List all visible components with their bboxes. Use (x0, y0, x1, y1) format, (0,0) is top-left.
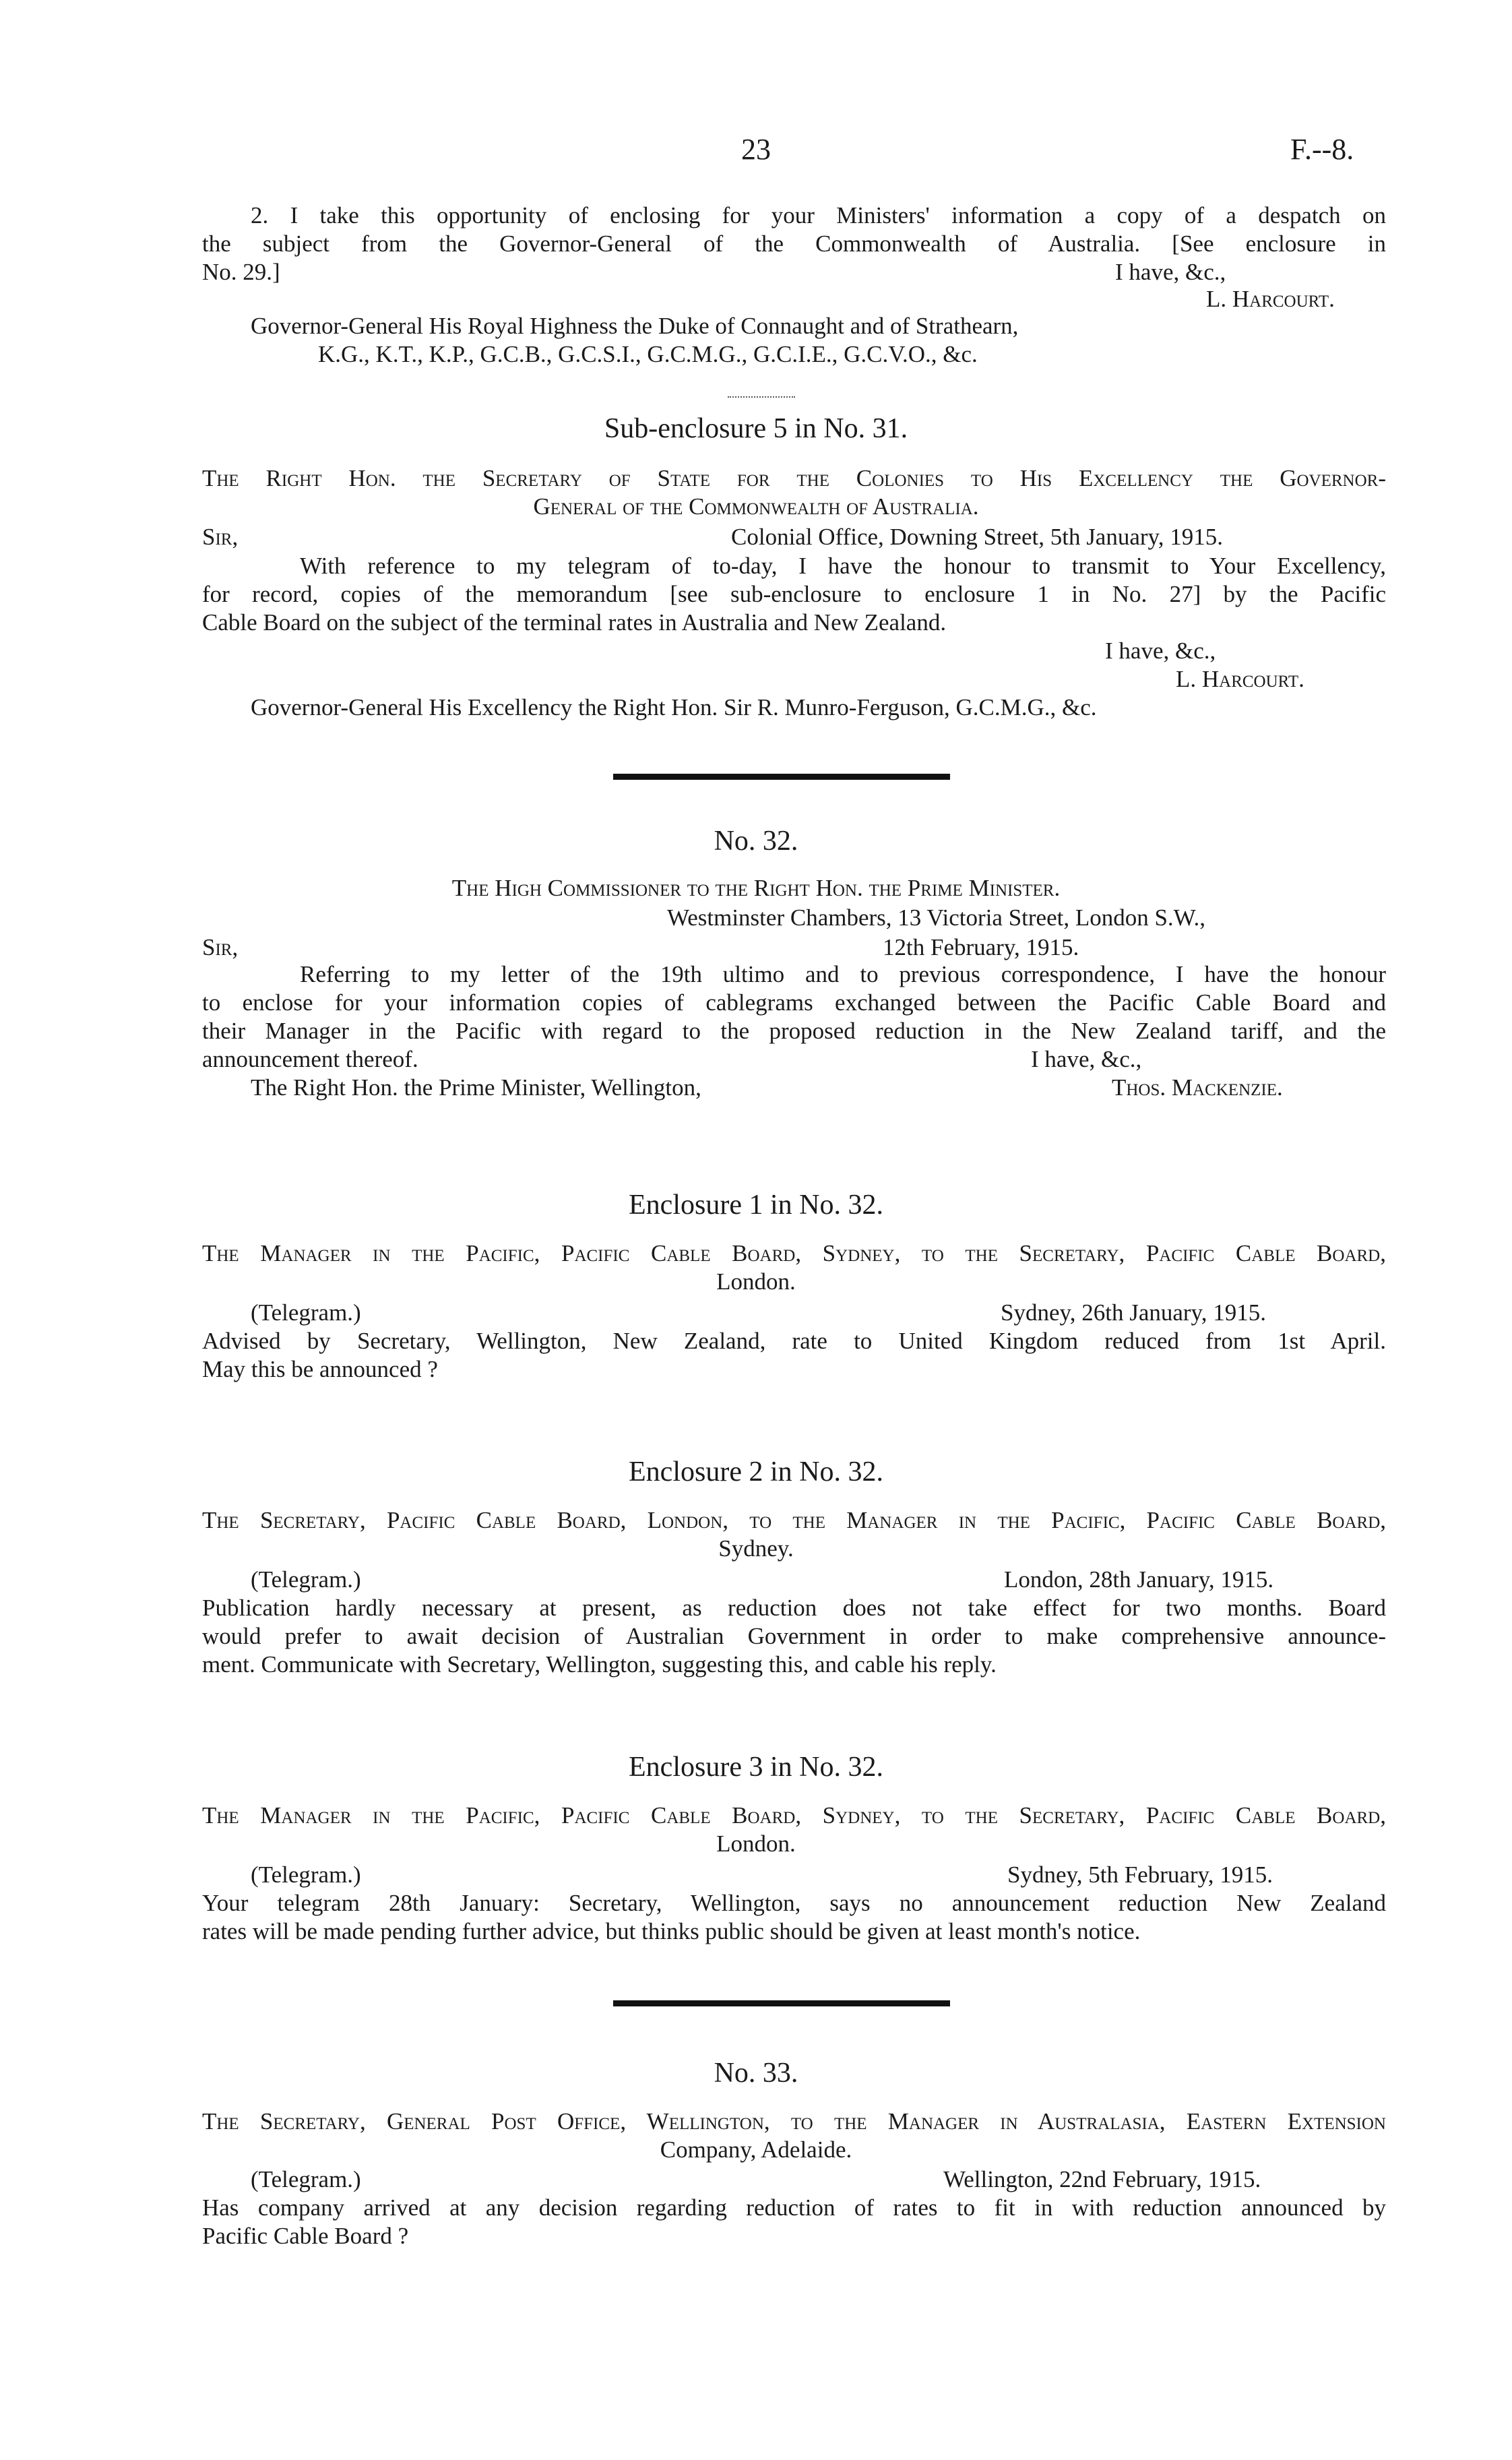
sender-line: Sydney. (718, 1535, 794, 1562)
signature: L. Harcourt. (1206, 286, 1335, 312)
paragraph-line: would prefer to await decision of Australian Government in order to make comprehensive announce- (202, 1623, 1386, 1649)
signature: L. Harcourt. (1176, 666, 1304, 692)
place-date: Sydney, 5th February, 1915. (1007, 1862, 1273, 1888)
message-type: (Telegram.) (251, 2166, 361, 2192)
section-heading: Enclosure 1 in No. 32. (629, 1190, 883, 1221)
paragraph-line: rates will be made pending further advice, but thinks public should be given at least month's notice. (202, 1918, 1141, 1944)
signature: Thos. Mackenzie. (1112, 1074, 1283, 1101)
place-date: Sydney, 26th January, 1915. (1001, 1299, 1267, 1326)
place-date: Wellington, 22nd February, 1915. (943, 2166, 1261, 2192)
paragraph-line: Referring to my letter of the 19th ultimo and to previous correspondence, I have the honour (300, 961, 1386, 987)
sender-line: London. (716, 1268, 796, 1295)
sender-line: The Right Hon. the Secretary of State for the Colonies to His Excellency the Governor- (202, 465, 1386, 491)
date-line: 12th February, 1915. (883, 934, 1079, 960)
paragraph-line: With reference to my telegram of to-day, I have the honour to transmit to Your Excellency, (300, 553, 1386, 579)
section-divider (728, 396, 795, 398)
salutation: Sir, (202, 524, 239, 550)
section-rule (613, 774, 950, 780)
sender-line: The Manager in the Pacific, Pacific Cable Board, Sydney, to the Secretary, Pacific Cable Board, (202, 1802, 1386, 1828)
paragraph-line: Publication hardly necessary at present, as reduction does not take effect for two months. Board (202, 1595, 1386, 1621)
paragraph-line: Pacific Cable Board ? (202, 2223, 409, 2249)
section-heading: No. 33. (714, 2058, 798, 2089)
section-heading: No. 32. (714, 826, 798, 857)
message-type: (Telegram.) (251, 1566, 361, 1593)
addressee-line: Governor-General His Excellency the Right Hon. Sir R. Munro-Ferguson, G.C.M.G., &c. (251, 694, 1097, 720)
paragraph-line: May this be announced ? (202, 1356, 438, 1382)
paragraph-line: announcement thereof. (202, 1046, 418, 1072)
paragraph-line: Your telegram 28th January: Secretary, Wellington, says no announcement reduction New Zealand (202, 1890, 1386, 1916)
salutation: Sir, (202, 934, 239, 960)
message-type: (Telegram.) (251, 1299, 361, 1326)
paragraph-line: the subject from the Governor-General of the Commonwealth of Australia. [See enclosure in (202, 230, 1386, 257)
sender-line: The Secretary, General Post Office, Wellington, to the Manager in Australasia, Eastern Extension (202, 2108, 1386, 2134)
sender-line: Company, Adelaide. (660, 2136, 852, 2163)
paragraph-line: Advised by Secretary, Wellington, New Zealand, rate to United Kingdom reduced from 1st April. (202, 1328, 1386, 1354)
document-reference: F.--8. (1290, 133, 1354, 166)
paragraph-line: for record, copies of the memorandum [see sub-enclosure to enclosure 1 in No. 27] by the Pacific (202, 581, 1386, 607)
addressee-line: Governor-General His Royal Highness the Duke of Connaught and of Strathearn, (251, 313, 1019, 339)
section-heading: Enclosure 2 in No. 32. (629, 1456, 883, 1487)
sender-line: The Manager in the Pacific, Pacific Cable Board, Sydney, to the Secretary, Pacific Cable Board, (202, 1240, 1386, 1266)
sender-line: The Secretary, Pacific Cable Board, London, to the Manager in the Pacific, Pacific Cable Board, (202, 1507, 1386, 1533)
place-date: London, 28th January, 1915. (1004, 1566, 1274, 1593)
section-heading: Sub-enclosure 5 in No. 31. (604, 413, 908, 444)
sender-line: General of the Commonwealth of Australia. (533, 493, 979, 520)
message-type: (Telegram.) (251, 1862, 361, 1888)
sender-line: London. (716, 1831, 796, 1857)
paragraph-line: their Manager in the Pacific with regard to the proposed reduction in the New Zealand tariff, and the (202, 1018, 1386, 1044)
page-number: 23 (741, 133, 771, 166)
closing-phrase: I have, &c., (1115, 259, 1226, 285)
paragraph-line: No. 29.] (202, 259, 280, 285)
section-rule (613, 2000, 950, 2006)
paragraph-line: ment. Communicate with Secretary, Wellington, suggesting this, and cable his reply. (202, 1651, 997, 1678)
addressee-line: The Right Hon. the Prime Minister, Wellington, (251, 1074, 701, 1101)
closing-phrase: I have, &c., (1105, 638, 1216, 664)
section-heading: Enclosure 3 in No. 32. (629, 1752, 883, 1783)
sender-line: The High Commissioner to the Right Hon. the Prime Minister. (451, 875, 1061, 901)
addressee-line: K.G., K.T., K.P., G.C.B., G.C.S.I., G.C.M.G., G.C.I.E., G.C.V.O., &c. (318, 341, 978, 367)
paragraph-line: 2. I take this opportunity of enclosing for your Ministers' information a copy of a despatch on (251, 202, 1386, 228)
paragraph-line: to enclose for your information copies of cablegrams exchanged between the Pacific Cable Board and (202, 989, 1386, 1016)
place-date: Colonial Office, Downing Street, 5th January, 1915. (731, 524, 1224, 550)
paragraph-line: Has company arrived at any decision regarding reduction of rates to fit in with reduction announced by (202, 2194, 1386, 2221)
address-line: Westminster Chambers, 13 Victoria Street, London S.W., (667, 904, 1206, 931)
paragraph-line: Cable Board on the subject of the terminal rates in Australia and New Zealand. (202, 609, 947, 636)
closing-phrase: I have, &c., (1031, 1046, 1142, 1072)
